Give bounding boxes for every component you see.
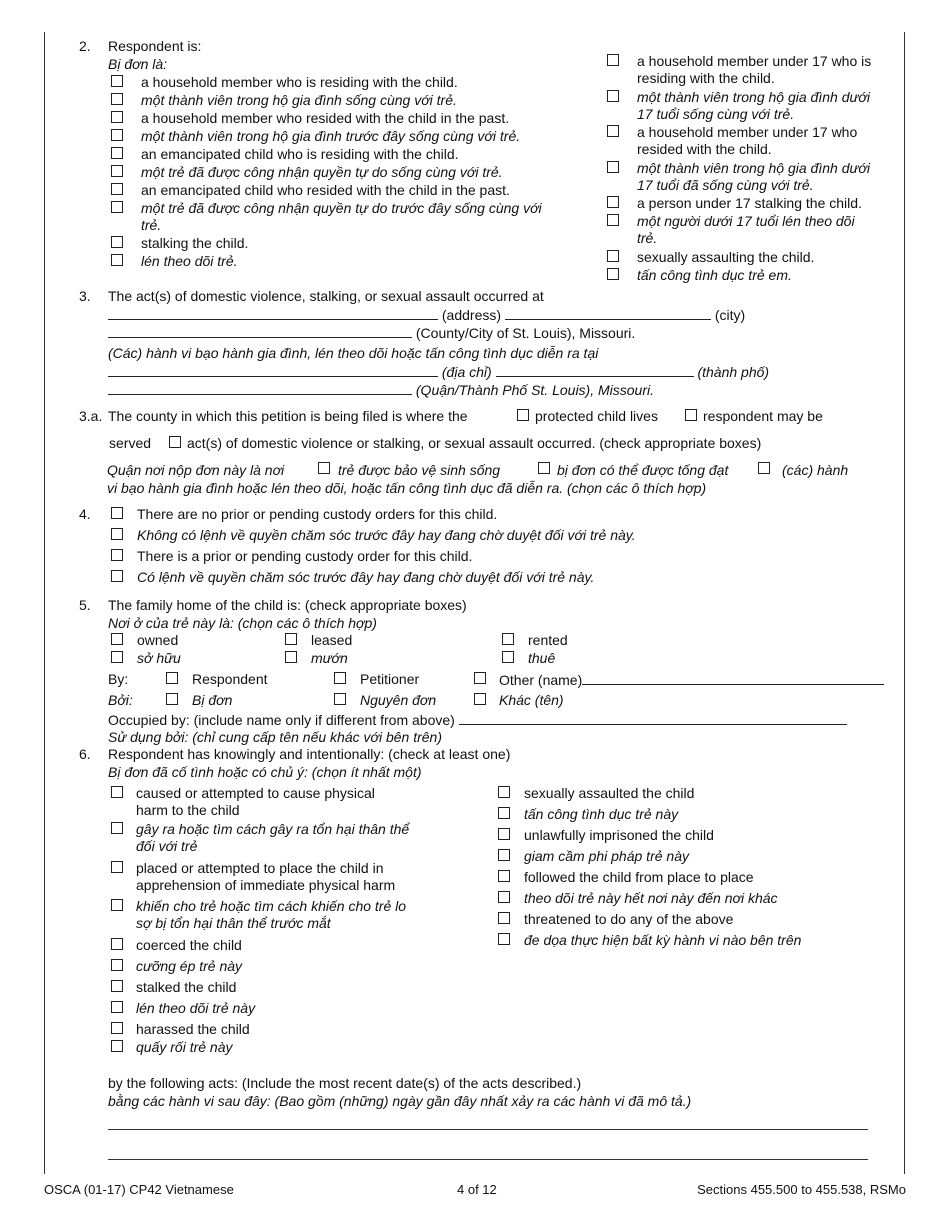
option-placed-apprehension: placed or attempted to place the child in bbox=[136, 860, 384, 876]
county-field-vi[interactable] bbox=[108, 381, 412, 395]
acts-description-line-2[interactable] bbox=[108, 1159, 868, 1160]
option-owned: owned bbox=[137, 632, 179, 648]
checkbox-followed[interactable] bbox=[498, 870, 510, 882]
checkbox-stalking[interactable] bbox=[111, 236, 123, 248]
option-under17-resided-cont: resided with the child. bbox=[637, 141, 772, 157]
section-3-address-line-vi bbox=[108, 363, 769, 381]
following-acts-label: by the following acts: (Include the most recent date(s) of the acts described.) bbox=[108, 1075, 582, 1091]
option-sexually-assaulted-vi: tấn công tình dục trẻ này bbox=[524, 806, 679, 822]
option-no-prior-custody-vi: Không có lệnh về quyền chăm sóc trước đây hay đang chờ duyệt đối với trẻ này. bbox=[137, 527, 636, 543]
city-field-vi[interactable] bbox=[496, 363, 694, 377]
checkbox-stalked[interactable] bbox=[111, 980, 123, 992]
section-3-county-line-vi bbox=[108, 381, 654, 399]
checkbox-owned-vi[interactable] bbox=[111, 651, 123, 663]
checkbox-household-member-past-vi[interactable] bbox=[111, 129, 123, 141]
option-sexually-assaulting-vi: tấn công tình dục trẻ em. bbox=[637, 267, 792, 283]
checkbox-owned[interactable] bbox=[111, 633, 123, 645]
checkbox-under17-stalking-vi[interactable] bbox=[607, 214, 619, 226]
section-2-heading-vi: Bị đơn là: bbox=[108, 56, 168, 72]
address-field-vi[interactable] bbox=[108, 363, 438, 377]
option-leased-vi: mướn bbox=[311, 650, 348, 666]
section-6-heading: Respondent has knowingly and intentionally: (check at least one) bbox=[108, 746, 511, 762]
option-by-respondent-vi: Bị đơn bbox=[192, 692, 233, 708]
checkbox-stalking-vi[interactable] bbox=[111, 254, 123, 266]
checkbox-sexually-assaulted[interactable] bbox=[498, 786, 510, 798]
option-no-prior-custody: There are no prior or pending custody orders for this child. bbox=[137, 506, 498, 522]
checkbox-by-other-vi[interactable] bbox=[474, 693, 486, 705]
option-by-other-vi: Khác (tên) bbox=[499, 692, 564, 708]
option-stalked: stalked the child bbox=[136, 979, 237, 995]
section-6-number: 6. bbox=[79, 746, 91, 762]
section-3-line1: The act(s) of domestic violence, stalking, or sexual assault occurred at bbox=[108, 288, 544, 304]
left-margin-line bbox=[44, 32, 45, 1174]
option-threatened-vi: đe dọa thực hiện bất kỳ hành vi nào bên trên bbox=[524, 932, 802, 948]
section-3a-text1-vi: Quận nơi nộp đơn này là nơi bbox=[107, 462, 285, 478]
checkbox-by-petitioner-vi[interactable] bbox=[334, 693, 346, 705]
option-stalking: stalking the child. bbox=[141, 235, 249, 251]
checkbox-placed-apprehension-vi[interactable] bbox=[111, 899, 123, 911]
by-label: By: bbox=[108, 671, 129, 687]
checkbox-emancipated-residing[interactable] bbox=[111, 147, 123, 159]
option-harassed: harassed the child bbox=[136, 1021, 250, 1037]
option-sexually-assaulting: sexually assaulting the child. bbox=[637, 249, 815, 265]
section-3-county-line bbox=[108, 324, 635, 342]
option-under17-stalking-vi-cont: trẻ. bbox=[637, 230, 658, 246]
option-coerced-vi: cưỡng ép trẻ này bbox=[136, 958, 243, 974]
checkbox-emancipated-past-vi[interactable] bbox=[111, 201, 123, 213]
address-field[interactable] bbox=[108, 306, 438, 320]
checkbox-rented[interactable] bbox=[502, 633, 514, 645]
occupied-by-field[interactable] bbox=[459, 711, 847, 725]
option-unlawfully-imprisoned-vi: giam cầm phi pháp trẻ này bbox=[524, 848, 689, 864]
section-4-number: 4. bbox=[79, 506, 91, 522]
option-prior-custody: There is a prior or pending custody order for this child. bbox=[137, 548, 473, 564]
section-6-heading-vi: Bị đơn đã cố tình hoặc có chủ ý: (chọn ít nhất một) bbox=[108, 764, 422, 780]
section-3-line1-vi: (Các) hành vi bạo hành gia đình, lén theo dõi hoặc tấn công tình dục diễn ra tại bbox=[108, 345, 599, 361]
checkbox-sexually-assaulting-vi[interactable] bbox=[607, 268, 619, 280]
checkbox-under17-resided[interactable] bbox=[607, 125, 619, 137]
checkbox-under17-resided-vi[interactable] bbox=[607, 161, 619, 173]
county-field[interactable] bbox=[108, 324, 412, 338]
option-household-member-residing: a household member who is residing with the child. bbox=[141, 74, 458, 90]
checkbox-sexually-assaulting[interactable] bbox=[607, 250, 619, 262]
checkbox-unlawfully-imprisoned[interactable] bbox=[498, 828, 510, 840]
occupied-by-line bbox=[108, 711, 847, 729]
checkbox-caused-physical-harm-vi[interactable] bbox=[111, 822, 123, 834]
option-acts-occurred-vi: (các) hành bbox=[782, 462, 849, 478]
option-by-other: Other (name) bbox=[499, 672, 583, 688]
section-3a-number: 3.a. bbox=[79, 408, 103, 424]
option-caused-physical-harm-vi: gây ra hoặc tìm cách gây ra tổn hại thân thể bbox=[136, 821, 410, 837]
checkbox-by-respondent-vi[interactable] bbox=[166, 693, 178, 705]
checkbox-household-member-residing-vi[interactable] bbox=[111, 93, 123, 105]
option-under17-residing-cont: residing with the child. bbox=[637, 70, 775, 86]
option-emancipated-residing-vi: một trẻ đã được công nhận quyền tự do sống cùng với trẻ. bbox=[141, 164, 503, 180]
right-margin-line bbox=[904, 32, 905, 1174]
option-by-petitioner-vi: Nguyên đơn bbox=[360, 692, 437, 708]
checkbox-coerced[interactable] bbox=[111, 938, 123, 950]
option-by-petitioner: Petitioner bbox=[360, 671, 420, 687]
option-owned-vi: sở hữu bbox=[137, 650, 181, 666]
option-protected-child-lives-vi: trẻ được bảo vệ sinh sống bbox=[338, 462, 501, 478]
following-acts-label-vi: bằng các hành vi sau đây: (Bao gồm (những) ngày gần đây nhất xảy ra các hành vi đã mô tả.) bbox=[108, 1093, 692, 1109]
option-by-other-line bbox=[499, 671, 884, 689]
section-3a-text1: The county in which this petition is being filed is where the bbox=[108, 408, 468, 424]
other-name-field[interactable] bbox=[582, 671, 884, 685]
checkbox-placed-apprehension[interactable] bbox=[111, 861, 123, 873]
option-harassed-vi: quấy rối trẻ này bbox=[136, 1039, 233, 1055]
county-label-vi: (Quận/Thành Phố St. Louis), Missouri. bbox=[415, 382, 654, 398]
option-caused-physical-harm: caused or attempted to cause physical bbox=[136, 785, 375, 801]
option-stalked-vi: lén theo dõi trẻ này bbox=[136, 1000, 256, 1016]
footer-form-id: OSCA (01-17) CP42 Vietnamese bbox=[44, 1182, 234, 1197]
option-emancipated-past-vi-cont: trẻ. bbox=[141, 217, 162, 233]
address-label: (address) bbox=[441, 307, 502, 323]
checkbox-under17-residing-vi[interactable] bbox=[607, 90, 619, 102]
checkbox-leased-vi[interactable] bbox=[285, 651, 297, 663]
city-field[interactable] bbox=[505, 306, 711, 320]
checkbox-household-member-residing[interactable] bbox=[111, 75, 123, 87]
option-under17-resided-vi: một thành viên trong hộ gia đình dưới bbox=[637, 160, 870, 176]
checkbox-emancipated-past[interactable] bbox=[111, 183, 123, 195]
option-caused-physical-harm-cont: harm to the child bbox=[136, 802, 240, 818]
county-label: (County/City of St. Louis), Missouri. bbox=[415, 325, 636, 341]
option-rented-vi: thuê bbox=[528, 650, 556, 666]
checkbox-harassed-vi[interactable] bbox=[111, 1040, 123, 1052]
option-under17-stalking-vi: một người dưới 17 tuổi lén theo dõi bbox=[637, 213, 855, 229]
checkbox-acts-occurred-vi[interactable] bbox=[758, 462, 770, 474]
section-2-heading: Respondent is: bbox=[108, 38, 202, 54]
checkbox-by-petitioner[interactable] bbox=[334, 672, 346, 684]
occupied-by-label-vi: Sử dụng bởi: (chỉ cung cấp tên nếu khác với bên trên) bbox=[108, 729, 442, 745]
address-label-vi: (địa chỉ) bbox=[441, 364, 492, 380]
checkbox-leased[interactable] bbox=[285, 633, 297, 645]
option-emancipated-residing: an emancipated child who is residing with the child. bbox=[141, 146, 459, 162]
option-under17-resided-vi-cont: 17 tuổi đã sống cùng với trẻ. bbox=[637, 177, 814, 193]
option-emancipated-past: an emancipated child who resided with the child in the past. bbox=[141, 182, 510, 198]
checkbox-respondent-served-vi[interactable] bbox=[538, 462, 550, 474]
checkbox-respondent-may-be-served[interactable] bbox=[685, 409, 697, 421]
option-caused-physical-harm-vi-cont: đối với trẻ bbox=[136, 838, 198, 854]
option-threatened: threatened to do any of the above bbox=[524, 911, 734, 927]
checkbox-under17-stalking[interactable] bbox=[607, 196, 619, 208]
option-under17-residing-vi-cont: 17 tuổi sống cùng với trẻ. bbox=[637, 106, 795, 122]
option-emancipated-past-vi: một trẻ đã được công nhận quyền tự do trước đây sống cùng với bbox=[141, 200, 542, 216]
option-household-member-residing-vi: một thành viên trong hộ gia đình sống cùng với trẻ. bbox=[141, 92, 457, 108]
option-placed-apprehension-vi-cont: sợ bị tổn hại thân thể trước mắt bbox=[136, 915, 331, 931]
by-label-vi: Bởi: bbox=[108, 692, 133, 708]
checkbox-stalked-vi[interactable] bbox=[111, 1001, 123, 1013]
checkbox-protected-child-lives[interactable] bbox=[517, 409, 529, 421]
option-served: served bbox=[109, 435, 152, 451]
option-sexually-assaulted: sexually assaulted the child bbox=[524, 785, 695, 801]
section-2-number: 2. bbox=[79, 38, 91, 54]
checkbox-sexually-assaulted-vi[interactable] bbox=[498, 807, 510, 819]
checkbox-prior-custody[interactable] bbox=[111, 549, 123, 561]
option-household-member-past-vi: một thành viên trong hộ gia đình trước đây sống cùng với trẻ. bbox=[141, 128, 521, 144]
checkbox-rented-vi[interactable] bbox=[502, 651, 514, 663]
section-5-heading-vi: Nơi ở của trẻ này là: (chọn các ô thích hợp) bbox=[108, 615, 377, 631]
checkbox-no-prior-custody-vi[interactable] bbox=[111, 528, 123, 540]
option-protected-child-lives: protected child lives bbox=[535, 408, 658, 424]
option-acts-occurred: act(s) of domestic violence or stalking, or sexual assault occurred. (check appropriate boxes) bbox=[187, 435, 762, 451]
checkbox-followed-vi[interactable] bbox=[498, 891, 510, 903]
checkbox-under17-residing[interactable] bbox=[607, 54, 619, 66]
option-under17-resided: a household member under 17 who bbox=[637, 124, 858, 140]
option-placed-apprehension-cont: apprehension of immediate physical harm bbox=[136, 877, 396, 893]
option-followed-vi: theo dõi trẻ này hết nơi này đến nơi khác bbox=[524, 890, 778, 906]
checkbox-threatened-vi[interactable] bbox=[498, 933, 510, 945]
checkbox-harassed[interactable] bbox=[111, 1022, 123, 1034]
checkbox-unlawfully-imprisoned-vi[interactable] bbox=[498, 849, 510, 861]
option-under17-stalking: a person under 17 stalking the child. bbox=[637, 195, 862, 211]
option-leased: leased bbox=[311, 632, 353, 648]
checkbox-by-other[interactable] bbox=[474, 672, 486, 684]
section-5-number: 5. bbox=[79, 597, 91, 613]
option-unlawfully-imprisoned: unlawfully imprisoned the child bbox=[524, 827, 714, 843]
checkbox-acts-occurred[interactable] bbox=[169, 436, 181, 448]
section-3-address-line bbox=[108, 306, 745, 324]
option-rented: rented bbox=[528, 632, 568, 648]
option-stalking-vi: lén theo dõi trẻ. bbox=[141, 253, 238, 269]
checkbox-emancipated-residing-vi[interactable] bbox=[111, 165, 123, 177]
checkbox-coerced-vi[interactable] bbox=[111, 959, 123, 971]
section-3-number: 3. bbox=[79, 288, 91, 304]
option-placed-apprehension-vi: khiến cho trẻ hoặc tìm cách khiến cho trẻ lo bbox=[136, 898, 407, 914]
occupied-by-label: Occupied by: (include name only if different from above) bbox=[108, 712, 455, 728]
section-5-heading: The family home of the child is: (check appropriate boxes) bbox=[108, 597, 467, 613]
checkbox-prior-custody-vi[interactable] bbox=[111, 570, 123, 582]
option-respondent-may-be: respondent may be bbox=[703, 408, 823, 424]
checkbox-by-respondent[interactable] bbox=[166, 672, 178, 684]
footer-page-number: 4 of 12 bbox=[457, 1182, 497, 1197]
option-under17-residing-vi: một thành viên trong hộ gia đình dưới bbox=[637, 89, 870, 105]
option-respondent-served-vi: bị đơn có thể được tống đạt bbox=[557, 462, 729, 478]
option-household-member-past: a household member who resided with the child in the past. bbox=[141, 110, 510, 126]
option-prior-custody-vi: Có lệnh về quyền chăm sóc trước đây hay đang chờ duyệt đối với trẻ này. bbox=[137, 569, 595, 585]
section-3a-line2-vi: vi bạo hành gia đình hoặc lén theo dõi, hoặc tấn công tình dục đã diễn ra. (chọn các ô thích hợp) bbox=[107, 480, 707, 496]
footer-statute: Sections 455.500 to 455.538, RSMo bbox=[697, 1182, 906, 1197]
checkbox-caused-physical-harm[interactable] bbox=[111, 786, 123, 798]
option-coerced: coerced the child bbox=[136, 937, 242, 953]
option-under17-residing: a household member under 17 who is bbox=[637, 53, 872, 69]
checkbox-household-member-past[interactable] bbox=[111, 111, 123, 123]
checkbox-threatened[interactable] bbox=[498, 912, 510, 924]
checkbox-no-prior-custody[interactable] bbox=[111, 507, 123, 519]
acts-description-line-1[interactable] bbox=[108, 1129, 868, 1130]
option-by-respondent: Respondent bbox=[192, 671, 268, 687]
checkbox-protected-child-lives-vi[interactable] bbox=[318, 462, 330, 474]
option-followed: followed the child from place to place bbox=[524, 869, 754, 885]
city-label-vi: (thành phố) bbox=[697, 364, 770, 380]
city-label: (city) bbox=[714, 307, 746, 323]
